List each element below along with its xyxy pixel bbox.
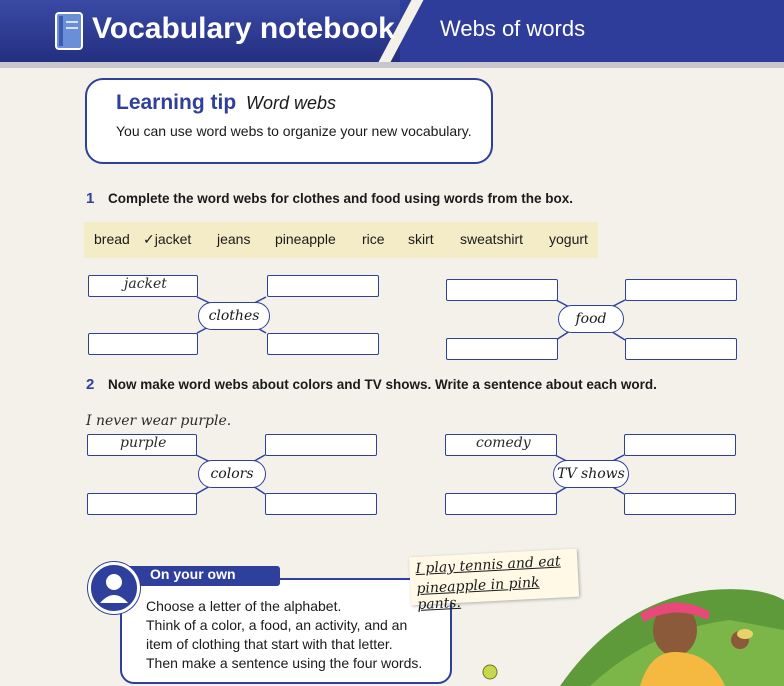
answer-box[interactable] [267,275,379,297]
answer-box[interactable] [625,279,737,301]
web-center-colors: colors [198,460,266,488]
word-box-item: jeans [217,231,251,247]
answer-box[interactable] [624,434,736,456]
exercise-1-instruction: Complete the word webs for clothes and food using words from the box. [108,191,574,206]
answer-box[interactable] [87,493,197,515]
word-box-item: bread [94,231,130,247]
exercise-2-number: 2 [86,376,95,393]
page-marker-icon [482,664,498,680]
answer-box[interactable] [88,333,198,355]
learning-tip-title: Learning tip [116,91,237,114]
note-line: I play tennis and eat [415,553,561,578]
note-line: pineapple in pink pants. [416,574,540,614]
answer-text: purple [120,435,167,451]
exercise-2-instruction: Now make word webs about colors and TV shows. Write a sentence about each word. [108,377,657,392]
word-box-item: rice [362,231,385,247]
learning-tip-subtitle: Word webs [246,93,337,113]
answer-box[interactable] [445,493,557,515]
answer-text: jacket [124,276,167,292]
answer-box[interactable] [265,434,377,456]
word-box-item: ✓jacket [143,231,192,247]
web-center-food: food [558,305,624,333]
answer-box[interactable] [446,338,558,360]
example-note [409,549,579,614]
web-center-tv-shows: TV shows [553,460,629,488]
person-icon [88,562,140,614]
web-center-clothes: clothes [198,302,270,330]
on-your-own-title: On your own [150,566,236,582]
word-box-item: sweatshirt [460,231,524,247]
answer-box[interactable] [625,338,737,360]
learning-tip-text: You can use word webs to organize your new vocabulary. [116,123,472,139]
answer-box[interactable] [267,333,379,355]
word-box-item: yogurt [549,231,588,247]
exercise-1-number: 1 [86,190,95,207]
on-your-own-line: item of clothing that start with that letter. [146,636,393,652]
answer-text: comedy [476,435,531,451]
page-title: Vocabulary notebook [92,12,395,45]
answer-box[interactable] [265,493,377,515]
answer-box[interactable] [624,493,736,515]
on-your-own-line: Think of a color, a food, an activity, and an [146,617,408,633]
on-your-own-line: Then make a sentence using the four words. [146,655,423,671]
answer-box[interactable] [446,279,558,301]
on-your-own-line: Choose a letter of the alphabet. [146,598,342,614]
word-box-item: skirt [408,231,434,247]
tennis-player-illustration [560,560,784,686]
word-box-item: pineapple [275,231,336,247]
example-sentence: I never wear purple. [86,413,232,429]
page-subtitle: Webs of words [440,16,586,41]
